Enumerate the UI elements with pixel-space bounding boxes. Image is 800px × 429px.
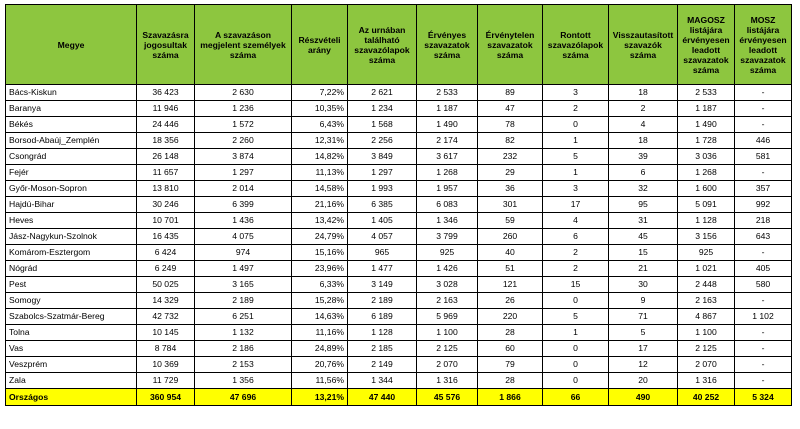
cell-eligible: 30 246 (137, 197, 195, 213)
table-row (6, 85, 792, 101)
table-row (6, 117, 792, 133)
cell-county: Hajdú-Bihar (6, 197, 137, 213)
cell-county: Bács-Kiskun (6, 85, 137, 101)
cell-invalid: 26 (478, 293, 543, 309)
cell-turnout: 14,58% (292, 181, 348, 197)
cell-eligible: 24 446 (137, 117, 195, 133)
cell-valid: 1 426 (417, 261, 478, 277)
cell-magosz: 3 156 (678, 229, 735, 245)
cell-invalid: 82 (478, 133, 543, 149)
table-row (6, 197, 792, 213)
cell-turnout: 21,16% (292, 197, 348, 213)
cell-magosz: 4 867 (678, 309, 735, 325)
cell-attended: 3 874 (195, 149, 292, 165)
cell-county: Baranya (6, 101, 137, 117)
cell-rejected: 31 (609, 213, 678, 229)
cell-rejected: 95 (609, 197, 678, 213)
cell-mosz: 643 (735, 229, 792, 245)
cell-rejected: 2 (609, 101, 678, 117)
cell-invalid: 78 (478, 117, 543, 133)
cell-attended: 3 165 (195, 277, 292, 293)
cell-mosz: - (735, 373, 792, 389)
cell-rejected: 9 (609, 293, 678, 309)
cell-valid: 1 346 (417, 213, 478, 229)
cell-county: Veszprém (6, 357, 137, 373)
cell-eligible: 26 148 (137, 149, 195, 165)
cell-eligible: 10 369 (137, 357, 195, 373)
cell-spoiled: 0 (543, 357, 609, 373)
county-results-table (5, 4, 792, 406)
cell-mosz: 357 (735, 181, 792, 197)
cell-rejected: 12 (609, 357, 678, 373)
cell-ballots-in-urn: 6 189 (348, 309, 417, 325)
cell-eligible: 11 657 (137, 165, 195, 181)
cell-invalid: 260 (478, 229, 543, 245)
cell-county: Komárom-Esztergom (6, 245, 137, 261)
cell-ballots-in-urn: 1 344 (348, 373, 417, 389)
cell-magosz: 2 125 (678, 341, 735, 357)
table-row (6, 101, 792, 117)
table-row (6, 165, 792, 181)
cell-turnout: 24,89% (292, 341, 348, 357)
cell-attended: 4 075 (195, 229, 292, 245)
cell-invalid: 28 (478, 325, 543, 341)
cell-rejected: 32 (609, 181, 678, 197)
table-row (6, 309, 792, 325)
cell-ballots-in-urn: 2 185 (348, 341, 417, 357)
cell-attended: 6 399 (195, 197, 292, 213)
cell-county: Nógrád (6, 261, 137, 277)
cell-magosz: 1 728 (678, 133, 735, 149)
cell-turnout: 6,33% (292, 277, 348, 293)
cell-spoiled: 4 (543, 213, 609, 229)
cell-mosz: 580 (735, 277, 792, 293)
cell-magosz: 1 128 (678, 213, 735, 229)
cell-magosz: 925 (678, 245, 735, 261)
cell-ballots-in-urn: 1 477 (348, 261, 417, 277)
cell-attended: 2 186 (195, 341, 292, 357)
cell-invalid: 29 (478, 165, 543, 181)
cell-eligible: 10 145 (137, 325, 195, 341)
cell-attended: 1 297 (195, 165, 292, 181)
table-body (6, 85, 792, 406)
cell-mosz: - (735, 101, 792, 117)
cell-mosz: 992 (735, 197, 792, 213)
cell-invalid: 232 (478, 149, 543, 165)
cell-attended: 2 014 (195, 181, 292, 197)
cell-rejected: 15 (609, 245, 678, 261)
cell-eligible: 16 435 (137, 229, 195, 245)
cell-spoiled: 15 (543, 277, 609, 293)
table-row (6, 181, 792, 197)
cell-valid: 3 617 (417, 149, 478, 165)
cell-county: Jász-Nagykun-Szolnok (6, 229, 137, 245)
cell-turnout: 14,82% (292, 149, 348, 165)
cell-turnout: 10,35% (292, 101, 348, 117)
cell-magosz: 2 533 (678, 85, 735, 101)
cell-turnout: 15,28% (292, 293, 348, 309)
cell-rejected: 71 (609, 309, 678, 325)
cell-valid: 1 187 (417, 101, 478, 117)
cell-ballots-in-urn: 6 385 (348, 197, 417, 213)
table-row (6, 293, 792, 309)
col-header-valid: Érvényes szavazatok száma (417, 5, 478, 85)
cell-eligible: 18 356 (137, 133, 195, 149)
cell-attended: 1 356 (195, 373, 292, 389)
cell-eligible: 10 701 (137, 213, 195, 229)
cell-magosz: 1 490 (678, 117, 735, 133)
cell-magosz: 1 268 (678, 165, 735, 181)
total-cell: 45 576 (417, 389, 478, 406)
cell-turnout: 7,22% (292, 85, 348, 101)
cell-attended: 1 236 (195, 101, 292, 117)
cell-ballots-in-urn: 1 405 (348, 213, 417, 229)
cell-rejected: 17 (609, 341, 678, 357)
table-row (6, 357, 792, 373)
cell-county: Pest (6, 277, 137, 293)
cell-magosz: 1 316 (678, 373, 735, 389)
cell-turnout: 15,16% (292, 245, 348, 261)
cell-invalid: 301 (478, 197, 543, 213)
cell-invalid: 28 (478, 373, 543, 389)
cell-attended: 1 497 (195, 261, 292, 277)
cell-rejected: 21 (609, 261, 678, 277)
cell-spoiled: 5 (543, 309, 609, 325)
cell-invalid: 60 (478, 341, 543, 357)
cell-attended: 6 251 (195, 309, 292, 325)
table-row (6, 245, 792, 261)
cell-valid: 2 125 (417, 341, 478, 357)
cell-invalid: 79 (478, 357, 543, 373)
cell-ballots-in-urn: 2 621 (348, 85, 417, 101)
cell-attended: 2 630 (195, 85, 292, 101)
table-row (6, 149, 792, 165)
cell-magosz: 1 600 (678, 181, 735, 197)
cell-invalid: 89 (478, 85, 543, 101)
cell-turnout: 12,31% (292, 133, 348, 149)
cell-invalid: 220 (478, 309, 543, 325)
cell-valid: 1 957 (417, 181, 478, 197)
cell-valid: 1 268 (417, 165, 478, 181)
cell-valid: 3 799 (417, 229, 478, 245)
cell-invalid: 40 (478, 245, 543, 261)
cell-mosz: 581 (735, 149, 792, 165)
cell-eligible: 11 729 (137, 373, 195, 389)
cell-invalid: 59 (478, 213, 543, 229)
total-cell: 1 866 (478, 389, 543, 406)
cell-invalid: 47 (478, 101, 543, 117)
table-row (6, 341, 792, 357)
col-header-mosz: MOSZ listájára érvényesen leadott szavazatok száma (735, 5, 792, 85)
cell-magosz: 2 070 (678, 357, 735, 373)
total-cell: 40 252 (678, 389, 735, 406)
cell-county: Győr-Moson-Sopron (6, 181, 137, 197)
cell-turnout: 6,43% (292, 117, 348, 133)
cell-turnout: 11,56% (292, 373, 348, 389)
cell-ballots-in-urn: 2 256 (348, 133, 417, 149)
cell-eligible: 11 946 (137, 101, 195, 117)
total-row (6, 389, 792, 406)
cell-spoiled: 2 (543, 261, 609, 277)
total-cell: 47 440 (348, 389, 417, 406)
cell-mosz: 405 (735, 261, 792, 277)
cell-ballots-in-urn: 4 057 (348, 229, 417, 245)
cell-mosz: - (735, 357, 792, 373)
cell-ballots-in-urn: 1 297 (348, 165, 417, 181)
cell-eligible: 50 025 (137, 277, 195, 293)
cell-county: Borsod-Abaúj_Zemplén (6, 133, 137, 149)
cell-eligible: 6 424 (137, 245, 195, 261)
table-row (6, 229, 792, 245)
cell-valid: 3 028 (417, 277, 478, 293)
cell-eligible: 36 423 (137, 85, 195, 101)
cell-valid: 2 163 (417, 293, 478, 309)
cell-attended: 1 436 (195, 213, 292, 229)
cell-attended: 2 260 (195, 133, 292, 149)
total-cell: Országos (6, 389, 137, 406)
cell-invalid: 36 (478, 181, 543, 197)
cell-spoiled: 1 (543, 325, 609, 341)
cell-magosz: 5 091 (678, 197, 735, 213)
col-header-attended: A szavazáson megjelent személyek száma (195, 5, 292, 85)
total-cell: 490 (609, 389, 678, 406)
table-row (6, 373, 792, 389)
cell-spoiled: 3 (543, 85, 609, 101)
cell-mosz: - (735, 293, 792, 309)
cell-magosz: 1 021 (678, 261, 735, 277)
col-header-turnout: Részvételi arány (292, 5, 348, 85)
cell-ballots-in-urn: 965 (348, 245, 417, 261)
cell-valid: 1 100 (417, 325, 478, 341)
cell-spoiled: 1 (543, 133, 609, 149)
table-row (6, 213, 792, 229)
cell-spoiled: 3 (543, 181, 609, 197)
cell-turnout: 20,76% (292, 357, 348, 373)
cell-valid: 925 (417, 245, 478, 261)
total-cell: 13,21% (292, 389, 348, 406)
cell-county: Heves (6, 213, 137, 229)
col-header-spoiled: Rontott szavazólapok száma (543, 5, 609, 85)
cell-valid: 6 083 (417, 197, 478, 213)
cell-rejected: 6 (609, 165, 678, 181)
cell-valid: 2 070 (417, 357, 478, 373)
cell-attended: 1 132 (195, 325, 292, 341)
total-cell: 66 (543, 389, 609, 406)
cell-ballots-in-urn: 1 234 (348, 101, 417, 117)
cell-turnout: 13,42% (292, 213, 348, 229)
table-row (6, 277, 792, 293)
cell-county: Fejér (6, 165, 137, 181)
cell-spoiled: 2 (543, 101, 609, 117)
cell-mosz: - (735, 165, 792, 181)
cell-eligible: 13 810 (137, 181, 195, 197)
cell-attended: 974 (195, 245, 292, 261)
cell-spoiled: 6 (543, 229, 609, 245)
cell-eligible: 14 329 (137, 293, 195, 309)
cell-spoiled: 0 (543, 341, 609, 357)
cell-county: Békés (6, 117, 137, 133)
cell-rejected: 5 (609, 325, 678, 341)
cell-mosz: - (735, 341, 792, 357)
cell-county: Tolna (6, 325, 137, 341)
cell-rejected: 4 (609, 117, 678, 133)
cell-ballots-in-urn: 1 993 (348, 181, 417, 197)
cell-rejected: 39 (609, 149, 678, 165)
cell-magosz: 2 448 (678, 277, 735, 293)
cell-county: Zala (6, 373, 137, 389)
cell-ballots-in-urn: 3 149 (348, 277, 417, 293)
cell-spoiled: 0 (543, 117, 609, 133)
total-cell: 360 954 (137, 389, 195, 406)
cell-county: Vas (6, 341, 137, 357)
cell-turnout: 11,16% (292, 325, 348, 341)
cell-valid: 5 969 (417, 309, 478, 325)
cell-spoiled: 0 (543, 293, 609, 309)
col-header-invalid: Érvénytelen szavazatok száma (478, 5, 543, 85)
cell-mosz: 218 (735, 213, 792, 229)
col-header-eligible: Szavazásra jogosultak száma (137, 5, 195, 85)
cell-mosz: - (735, 245, 792, 261)
cell-ballots-in-urn: 3 849 (348, 149, 417, 165)
cell-rejected: 45 (609, 229, 678, 245)
cell-magosz: 1 187 (678, 101, 735, 117)
cell-ballots-in-urn: 2 149 (348, 357, 417, 373)
cell-rejected: 18 (609, 133, 678, 149)
cell-spoiled: 17 (543, 197, 609, 213)
cell-rejected: 20 (609, 373, 678, 389)
cell-mosz: - (735, 85, 792, 101)
cell-attended: 2 189 (195, 293, 292, 309)
cell-valid: 2 174 (417, 133, 478, 149)
cell-magosz: 1 100 (678, 325, 735, 341)
cell-mosz: 1 102 (735, 309, 792, 325)
col-header-rejected: Visszautasított szavazók száma (609, 5, 678, 85)
total-cell: 47 696 (195, 389, 292, 406)
cell-eligible: 6 249 (137, 261, 195, 277)
cell-eligible: 8 784 (137, 341, 195, 357)
cell-county: Somogy (6, 293, 137, 309)
cell-attended: 2 153 (195, 357, 292, 373)
cell-county: Csongrád (6, 149, 137, 165)
cell-spoiled: 5 (543, 149, 609, 165)
col-header-magosz: MAGOSZ listájára érvényesen leadott szavazatok száma (678, 5, 735, 85)
cell-magosz: 2 163 (678, 293, 735, 309)
cell-ballots-in-urn: 1 128 (348, 325, 417, 341)
col-header-ballots-in-urn: Az urnában található szavazólapok száma (348, 5, 417, 85)
cell-spoiled: 0 (543, 373, 609, 389)
cell-turnout: 24,79% (292, 229, 348, 245)
cell-invalid: 121 (478, 277, 543, 293)
cell-turnout: 11,13% (292, 165, 348, 181)
cell-eligible: 42 732 (137, 309, 195, 325)
cell-valid: 1 490 (417, 117, 478, 133)
cell-turnout: 14,63% (292, 309, 348, 325)
cell-invalid: 51 (478, 261, 543, 277)
cell-rejected: 30 (609, 277, 678, 293)
table-row (6, 133, 792, 149)
cell-valid: 1 316 (417, 373, 478, 389)
cell-mosz: - (735, 117, 792, 133)
cell-turnout: 23,96% (292, 261, 348, 277)
cell-valid: 2 533 (417, 85, 478, 101)
table-row (6, 325, 792, 341)
total-cell: 5 324 (735, 389, 792, 406)
cell-rejected: 18 (609, 85, 678, 101)
cell-ballots-in-urn: 1 568 (348, 117, 417, 133)
table-row (6, 261, 792, 277)
cell-mosz: - (735, 325, 792, 341)
header-row (6, 5, 792, 85)
cell-mosz: 446 (735, 133, 792, 149)
cell-spoiled: 2 (543, 245, 609, 261)
col-header-county: Megye (6, 5, 137, 85)
cell-ballots-in-urn: 2 189 (348, 293, 417, 309)
cell-spoiled: 1 (543, 165, 609, 181)
cell-county: Szabolcs-Szatmár-Bereg (6, 309, 137, 325)
cell-attended: 1 572 (195, 117, 292, 133)
cell-magosz: 3 036 (678, 149, 735, 165)
